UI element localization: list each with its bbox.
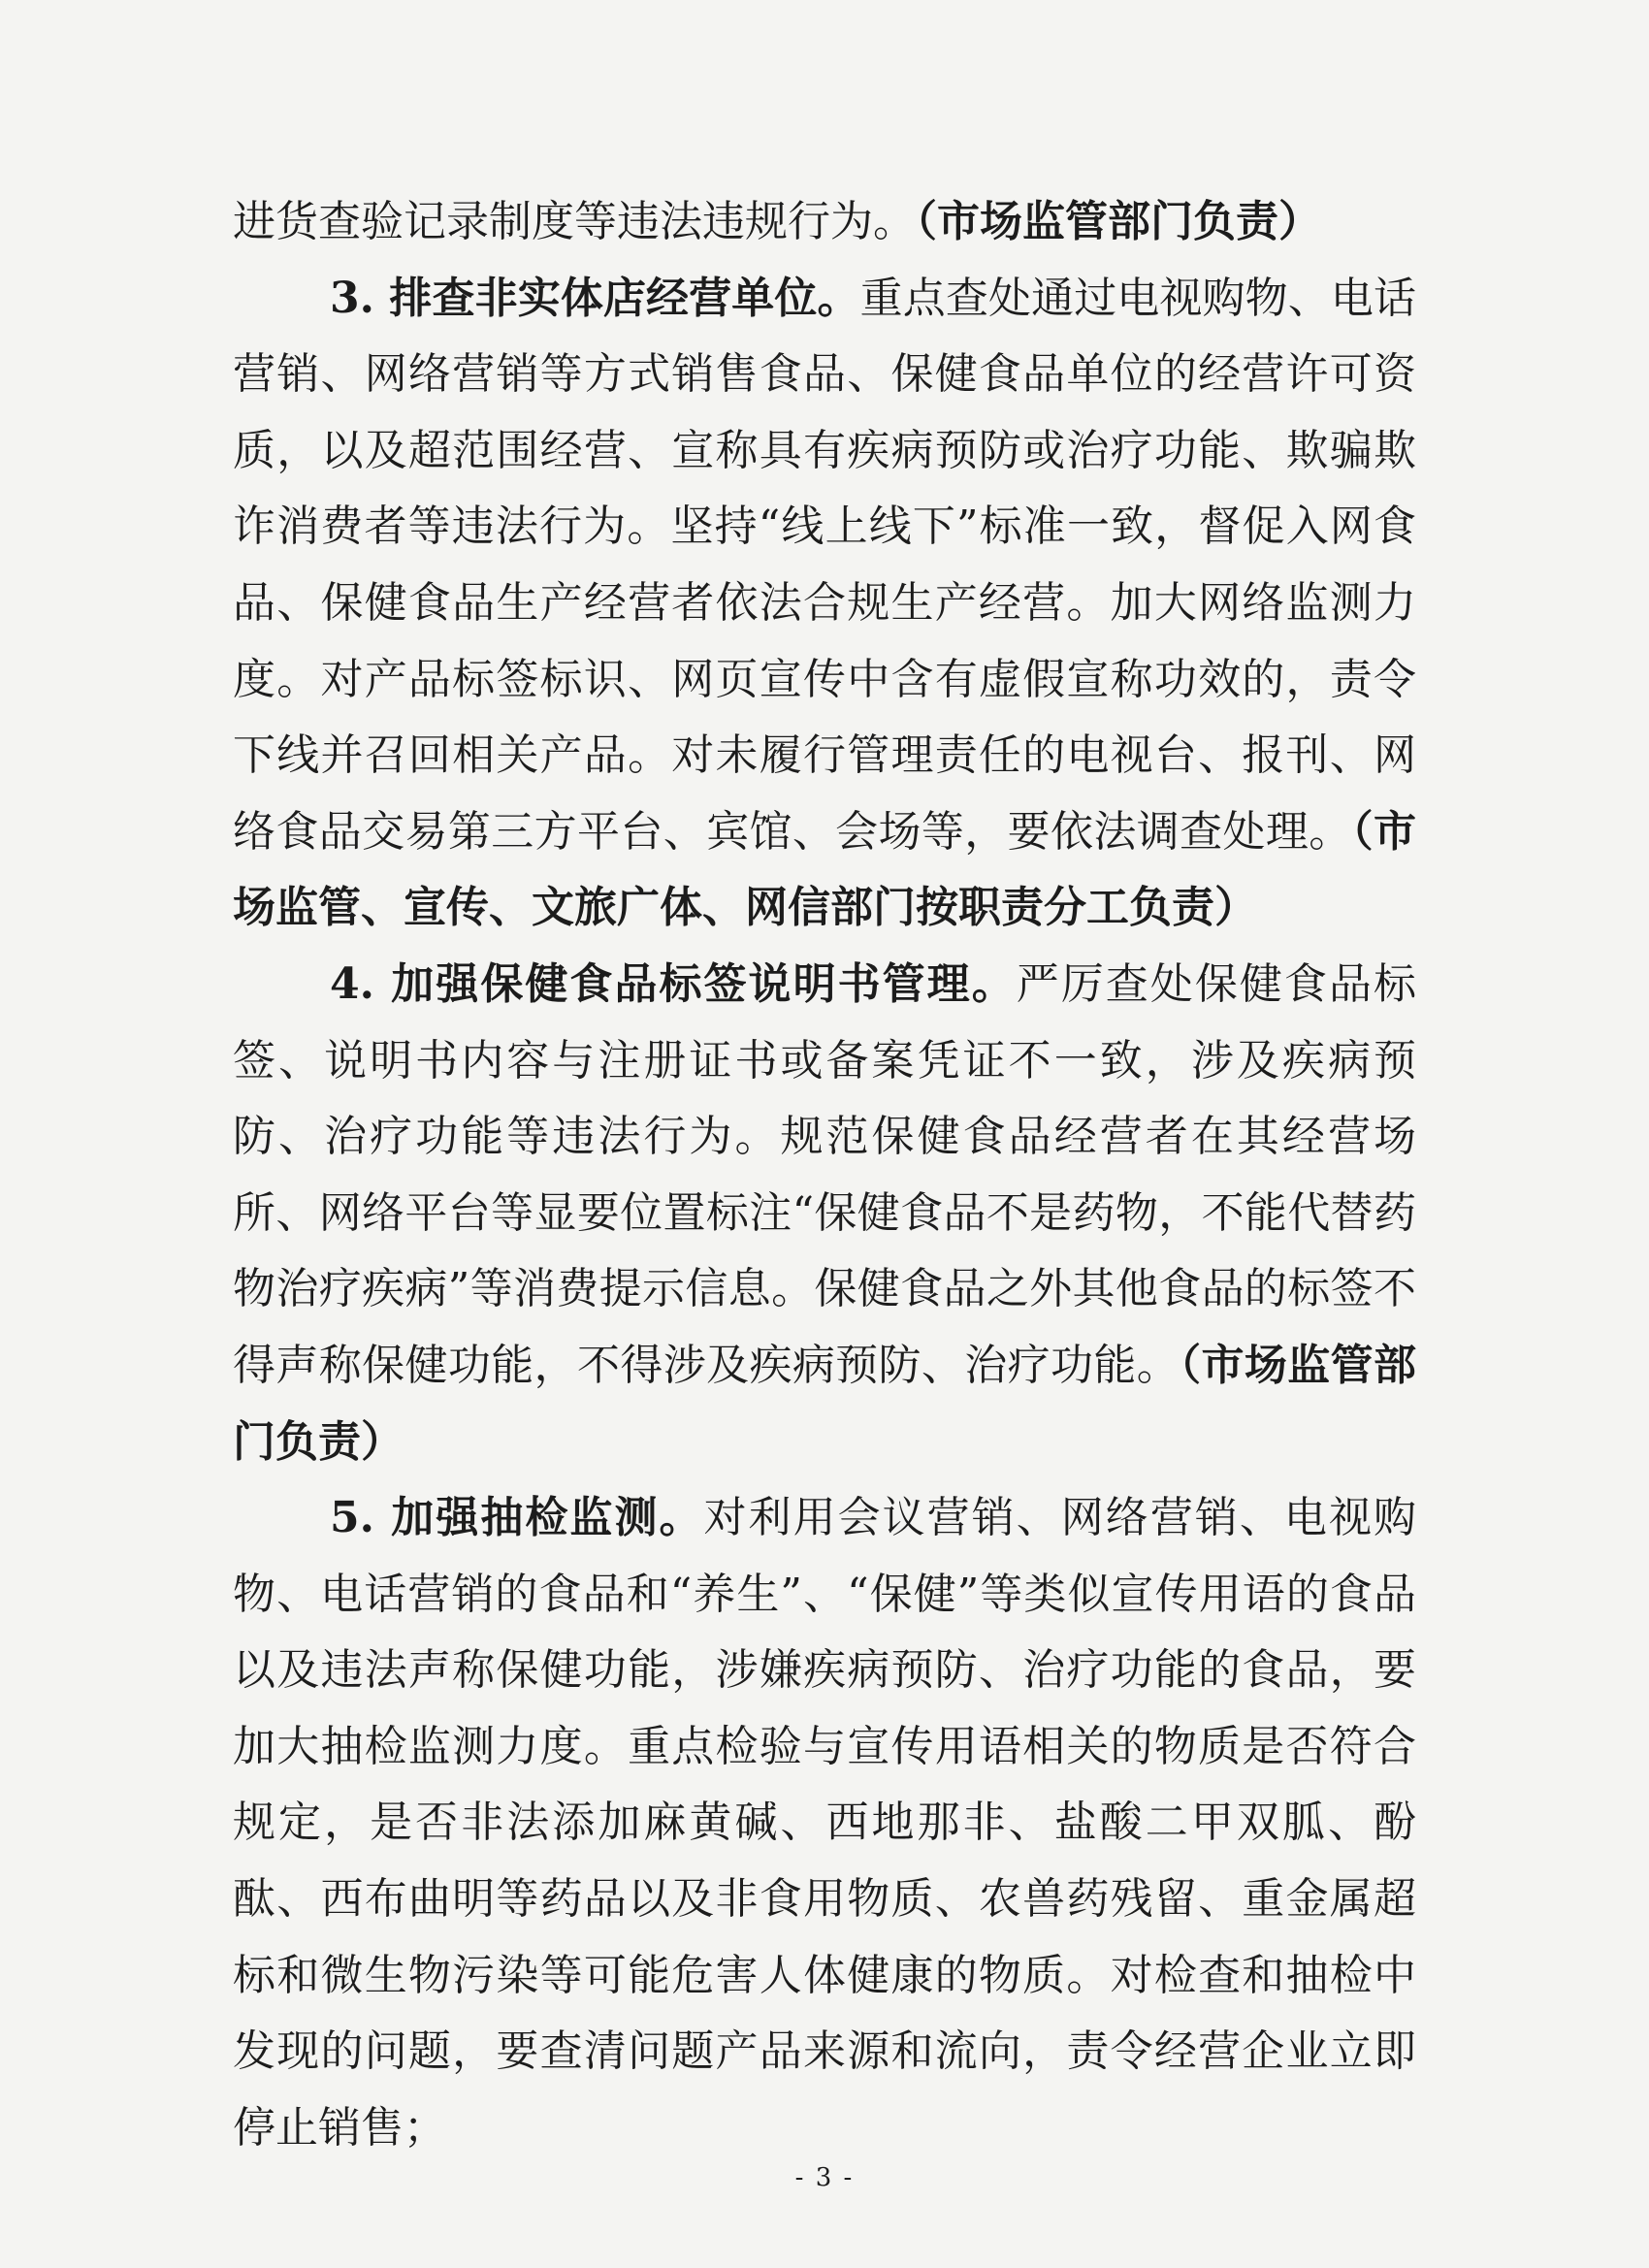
paragraph-item-5 [233, 1480, 1416, 2166]
responsibility-note: （市场监管、宣传、文旅广体、网信部门按职责分工负责） [233, 806, 1417, 933]
item-heading: 4. 加强保健食品标签说明书管理。 [330, 958, 1017, 1009]
paragraph-item-4 [233, 947, 1416, 1480]
item-heading: 3. 排查非实体店经营单位。 [330, 273, 860, 323]
paragraph-text: 重点查处通过电视购物、电话营销、网络营销等方式销售食品、保健食品单位的经营许可资质，以及超范围经营、宣称具有疾病预防或治疗功能、欺骗欺诈消费者等违法行为。坚持“线上线下”标准一致，督促入网食品、保健食品生产经营者依法合规生产经营。加大网络监测力度。对产品标签标识、网页宣传中含有虚假宣称功效的，责令下线并召回相关产品。对未履行管理责任的电视台、报刊、网络食品交易第三方平台、宾馆、会场等，要依法调查处理。 [233, 273, 1416, 857]
page-number: - 3 - [794, 2163, 855, 2192]
paragraph-text: 对利用会议营销、网络营销、电视购物、电话营销的食品和“养生”、“保健”等类似宣传用语的食品以及违法声称保健功能，涉嫌疾病预防、治疗功能的食品，要加大抽检监测力度。重点检验与宣传用语相关的物质是否符合规定，是否非法添加麻黄碱、西地那非、盐酸二甲双胍、酚酞、西布曲明等药品以及非食用物质、农兽药残留、重金属超标和微生物污染等可能危害人体健康的物质。对检查和抽检中发现的问题，要查清问题产品来源和流向，责令经营企业立即停止销售； [233, 1493, 1416, 2153]
item-heading: 5. 加强抽检监测。 [330, 1493, 704, 1543]
paragraph-text: 严厉查处保健食品标签、说明书内容与注册证书或备案凭证不一致，涉及疾病预防、治疗功能等违法行为。规范保健食品经营者在其经营场所、网络平台等显要位置标注“保健食品不是药物，不能代替药物治疗疾病”等消费提示信息。保健食品之外其他食品的标签不得声称保健功能，不得涉及疾病预防、治疗功能。 [233, 958, 1416, 1390]
responsibility-note: （市场监管部门负责） [233, 1340, 1417, 1467]
paragraph-item-3 [233, 261, 1416, 947]
paragraph-text: 进货查验记录制度等违法违规行为。 [233, 197, 916, 246]
document-body [233, 184, 1416, 2166]
responsibility-note: （市场监管部门负责） [916, 197, 1321, 246]
paragraph-continuation [233, 184, 1416, 261]
